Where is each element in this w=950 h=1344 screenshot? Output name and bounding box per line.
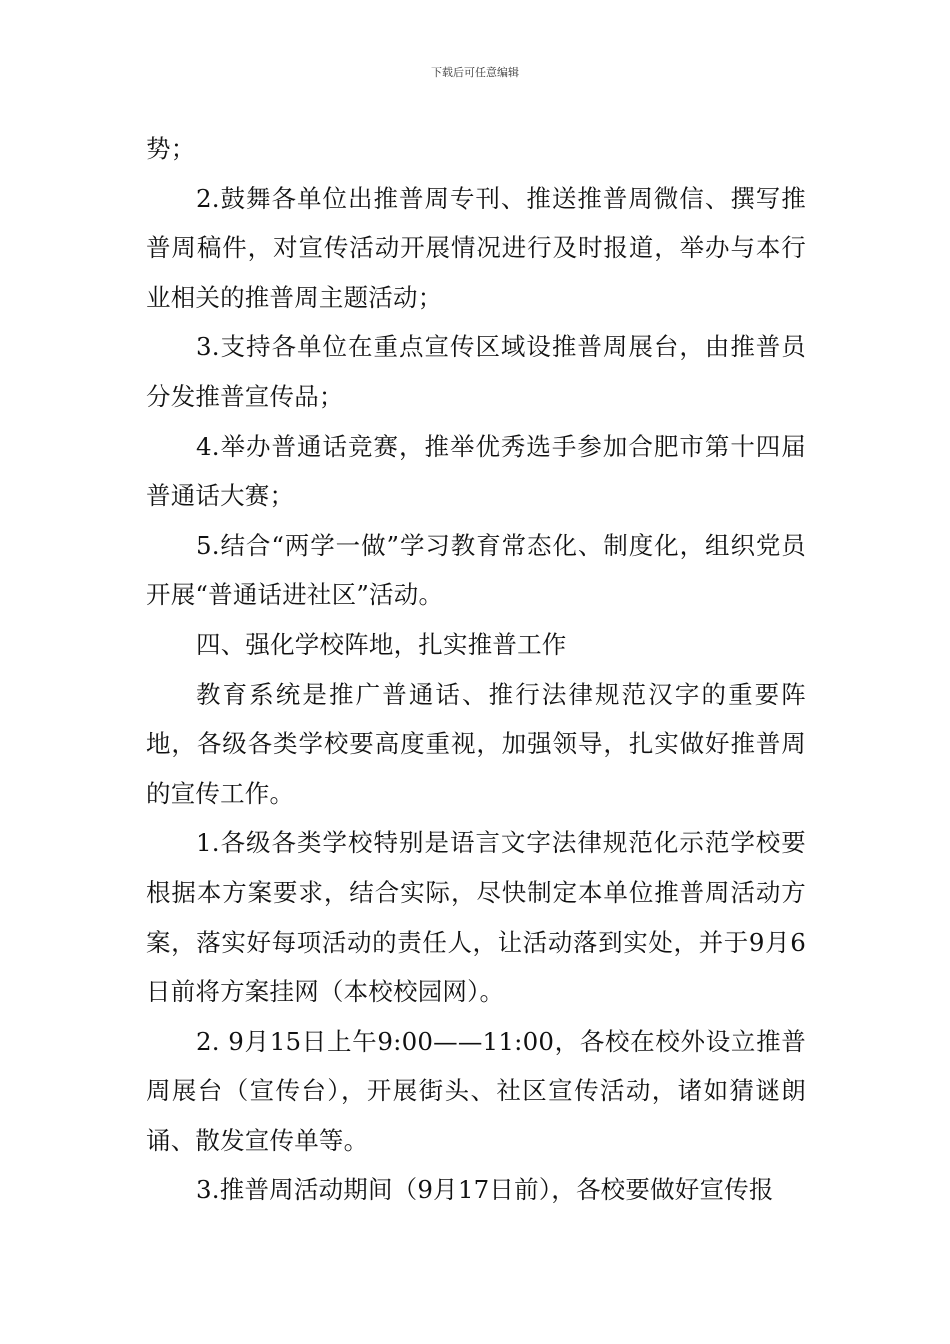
paragraph-school-item-2: 2. 9月15日上午9:00——11:00，各校在校外设立推普周展台（宣传台），开展街头、社区宣传活动，诸如猜谜朗诵、散发宣传单等。	[146, 1026, 806, 1155]
paragraph-continuation: 势；	[146, 134, 196, 163]
paragraph-section-intro: 教育系统是推广普通话、推行法律规范汉字的重要阵地，各级各类学校要高度重视，加强领导，扎实做好推普周的宣传工作。	[146, 679, 806, 808]
page-header: 下载后可任意编辑	[431, 66, 519, 79]
section-heading-4: 四、强化学校阵地，扎实推普工作	[196, 629, 567, 659]
document-body	[146, 124, 806, 1215]
paragraph-item-2: 2.鼓舞各单位出推普周专刊、推送推普周微信、撰写推普周稿件，对宣传活动开展情况进行及时报道，举办与本行业相关的推普周主题活动；	[146, 183, 806, 312]
paragraph-item-3: 3.支持各单位在重点宣传区域设推普周展台，由推普员分发推普宣传品；	[146, 332, 806, 411]
paragraph-school-item-3: 3.推普周活动期间（9月17日前），各校要做好宣传报	[196, 1175, 774, 1205]
paragraph-item-5: 5.结合“两学一做”学习教育常态化、制度化，组织党员开展“普通话进社区”活动。	[146, 530, 806, 610]
paragraph-item-4: 4.举办普通话竞赛，推举优秀选手参加合肥市第十四届普通话大赛；	[146, 431, 806, 511]
paragraph-school-item-1: 1.各级各类学校特别是语言文字法律规范化示范学校要根据本方案要求，结合实际，尽快制定本单位推普周活动方案，落实好每项活动的责任人，让活动落到实处，并于9月6日前将方案挂网（本校校园网）。	[146, 828, 806, 1007]
